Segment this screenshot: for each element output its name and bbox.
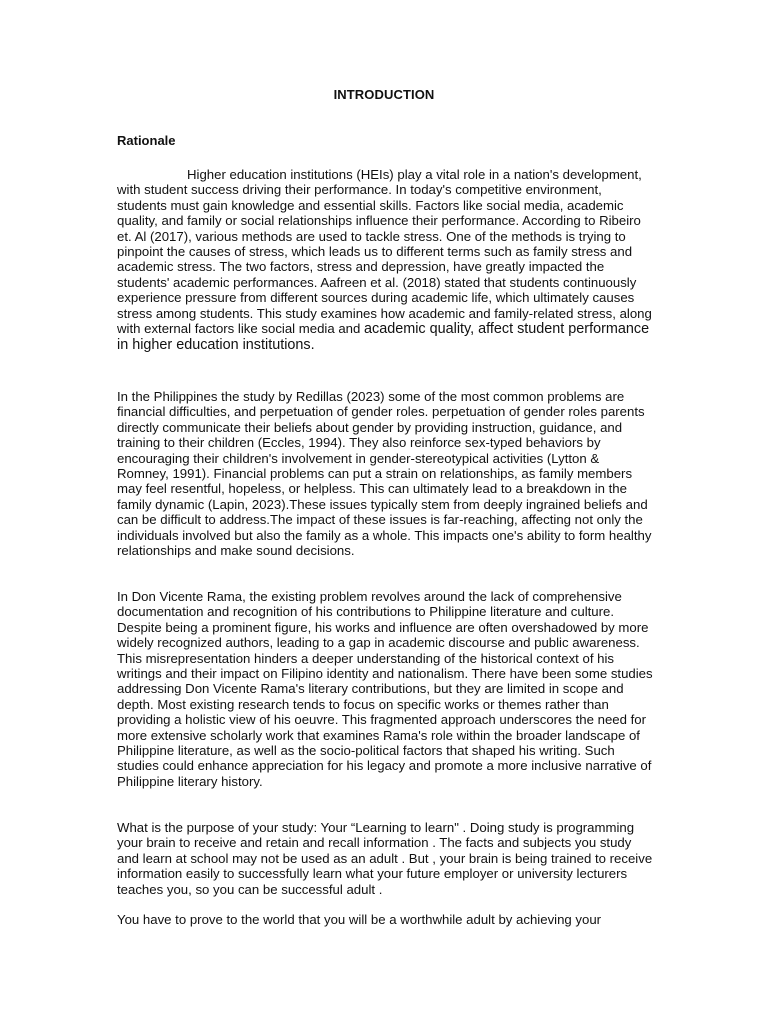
- paragraph-rationale: [117, 167, 654, 354]
- paragraph-philippines: [117, 389, 654, 558]
- document-title: INTRODUCTION: [333, 87, 435, 102]
- paragraph-don-vicente-rama: [117, 589, 654, 789]
- paragraph-prove-to-world: [117, 912, 654, 927]
- section-heading: Rationale: [117, 133, 176, 148]
- paragraph-purpose-of-study: [117, 820, 654, 897]
- paragraph-tail-text: academic quality, affect student performance in higher education institutions.: [117, 321, 650, 354]
- paragraph-text: Higher education institutions (HEIs) play a vital role in a nation's development, with student success driving their performance. In today's competitive environment, students must gain knowledge and essential skills. Factors like social media, academic quality, and family or social relationships influence their performance. According to Ribeiro et. Al (2017), various methods are used to tackle stress. One of the methods is trying to pinpoint the causes of stress, which leads us to different terms such as family stress and academic stress. The two factors, stress and depression, have greatly impacted the students' academic performances. Aafreen et al. (2018) stated that students continuously experience pressure from different sources during academic life, which ultimately causes stress among students. This study examines how academic and family-related stress, along with external factors like social media and: [117, 167, 652, 337]
- paragraph-text: In Don Vicente Rama, the existing problem revolves around the lack of comprehensive documentation and recognition of his contributions to Philippine literature and culture. Despite being a prominent figure, his works and influence are often overshadowed by more widely recognized authors, leading to a gap in academic discourse and public awareness. This misrepresentation hinders a deeper understanding of the historical context of his writings and their impact on Filipino identity and nationalism. There have been some studies addressing Don Vicente Rama's literary contributions, but they are limited in scope and depth. Most existing research tends to focus on specific works or themes rather than providing a holistic view of his oeuvre. This fragmented approach underscores the need for more extensive scholarly work that examines Rama's role within the broader landscape of Philippine literature, as well as the socio-political factors that shaped his writing. Such studies could enhance appreciation for his legacy and promote a more inclusive narrative of Philippine literary history.: [117, 589, 653, 789]
- paragraph-text: In the Philippines the study by Redillas (2023) some of the most common problems are financial difficulties, and perpetuation of gender roles. perpetuation of gender roles parents directly communicate their beliefs about gender by providing instruction, guidance, and training to their children (Eccles, 1994). They also reinforce sex-typed behaviors by encouraging their children's involvement in gender-stereotypical activities (Lytton & Romney, 1991). Financial problems can put a strain on relationships, as family members may feel resentful, hopeless, or helpless. This can ultimately lead to a breakdown in the family dynamic (Lapin, 2023).These issues typically stem from deeply ingrained beliefs and can be difficult to address.The impact of these issues is far-reaching, affecting not only the individuals involved but also the family as a whole. This impacts one's ability to form healthy relationships and make sound decisions.: [117, 389, 652, 559]
- paragraph-text: You have to prove to the world that you will be a worthwhile adult by achieving your: [117, 912, 602, 927]
- paragraph-text: What is the purpose of your study: Your “Learning to learn" . Doing study is programming your brain to receive and retain and recall information . The facts and subjects you study and learn at school may not be used as an adult . But , your brain is being trained to receive information easily to successfully learn what your future employer or university lecturers teaches you, so you can be successful adult .: [117, 820, 653, 897]
